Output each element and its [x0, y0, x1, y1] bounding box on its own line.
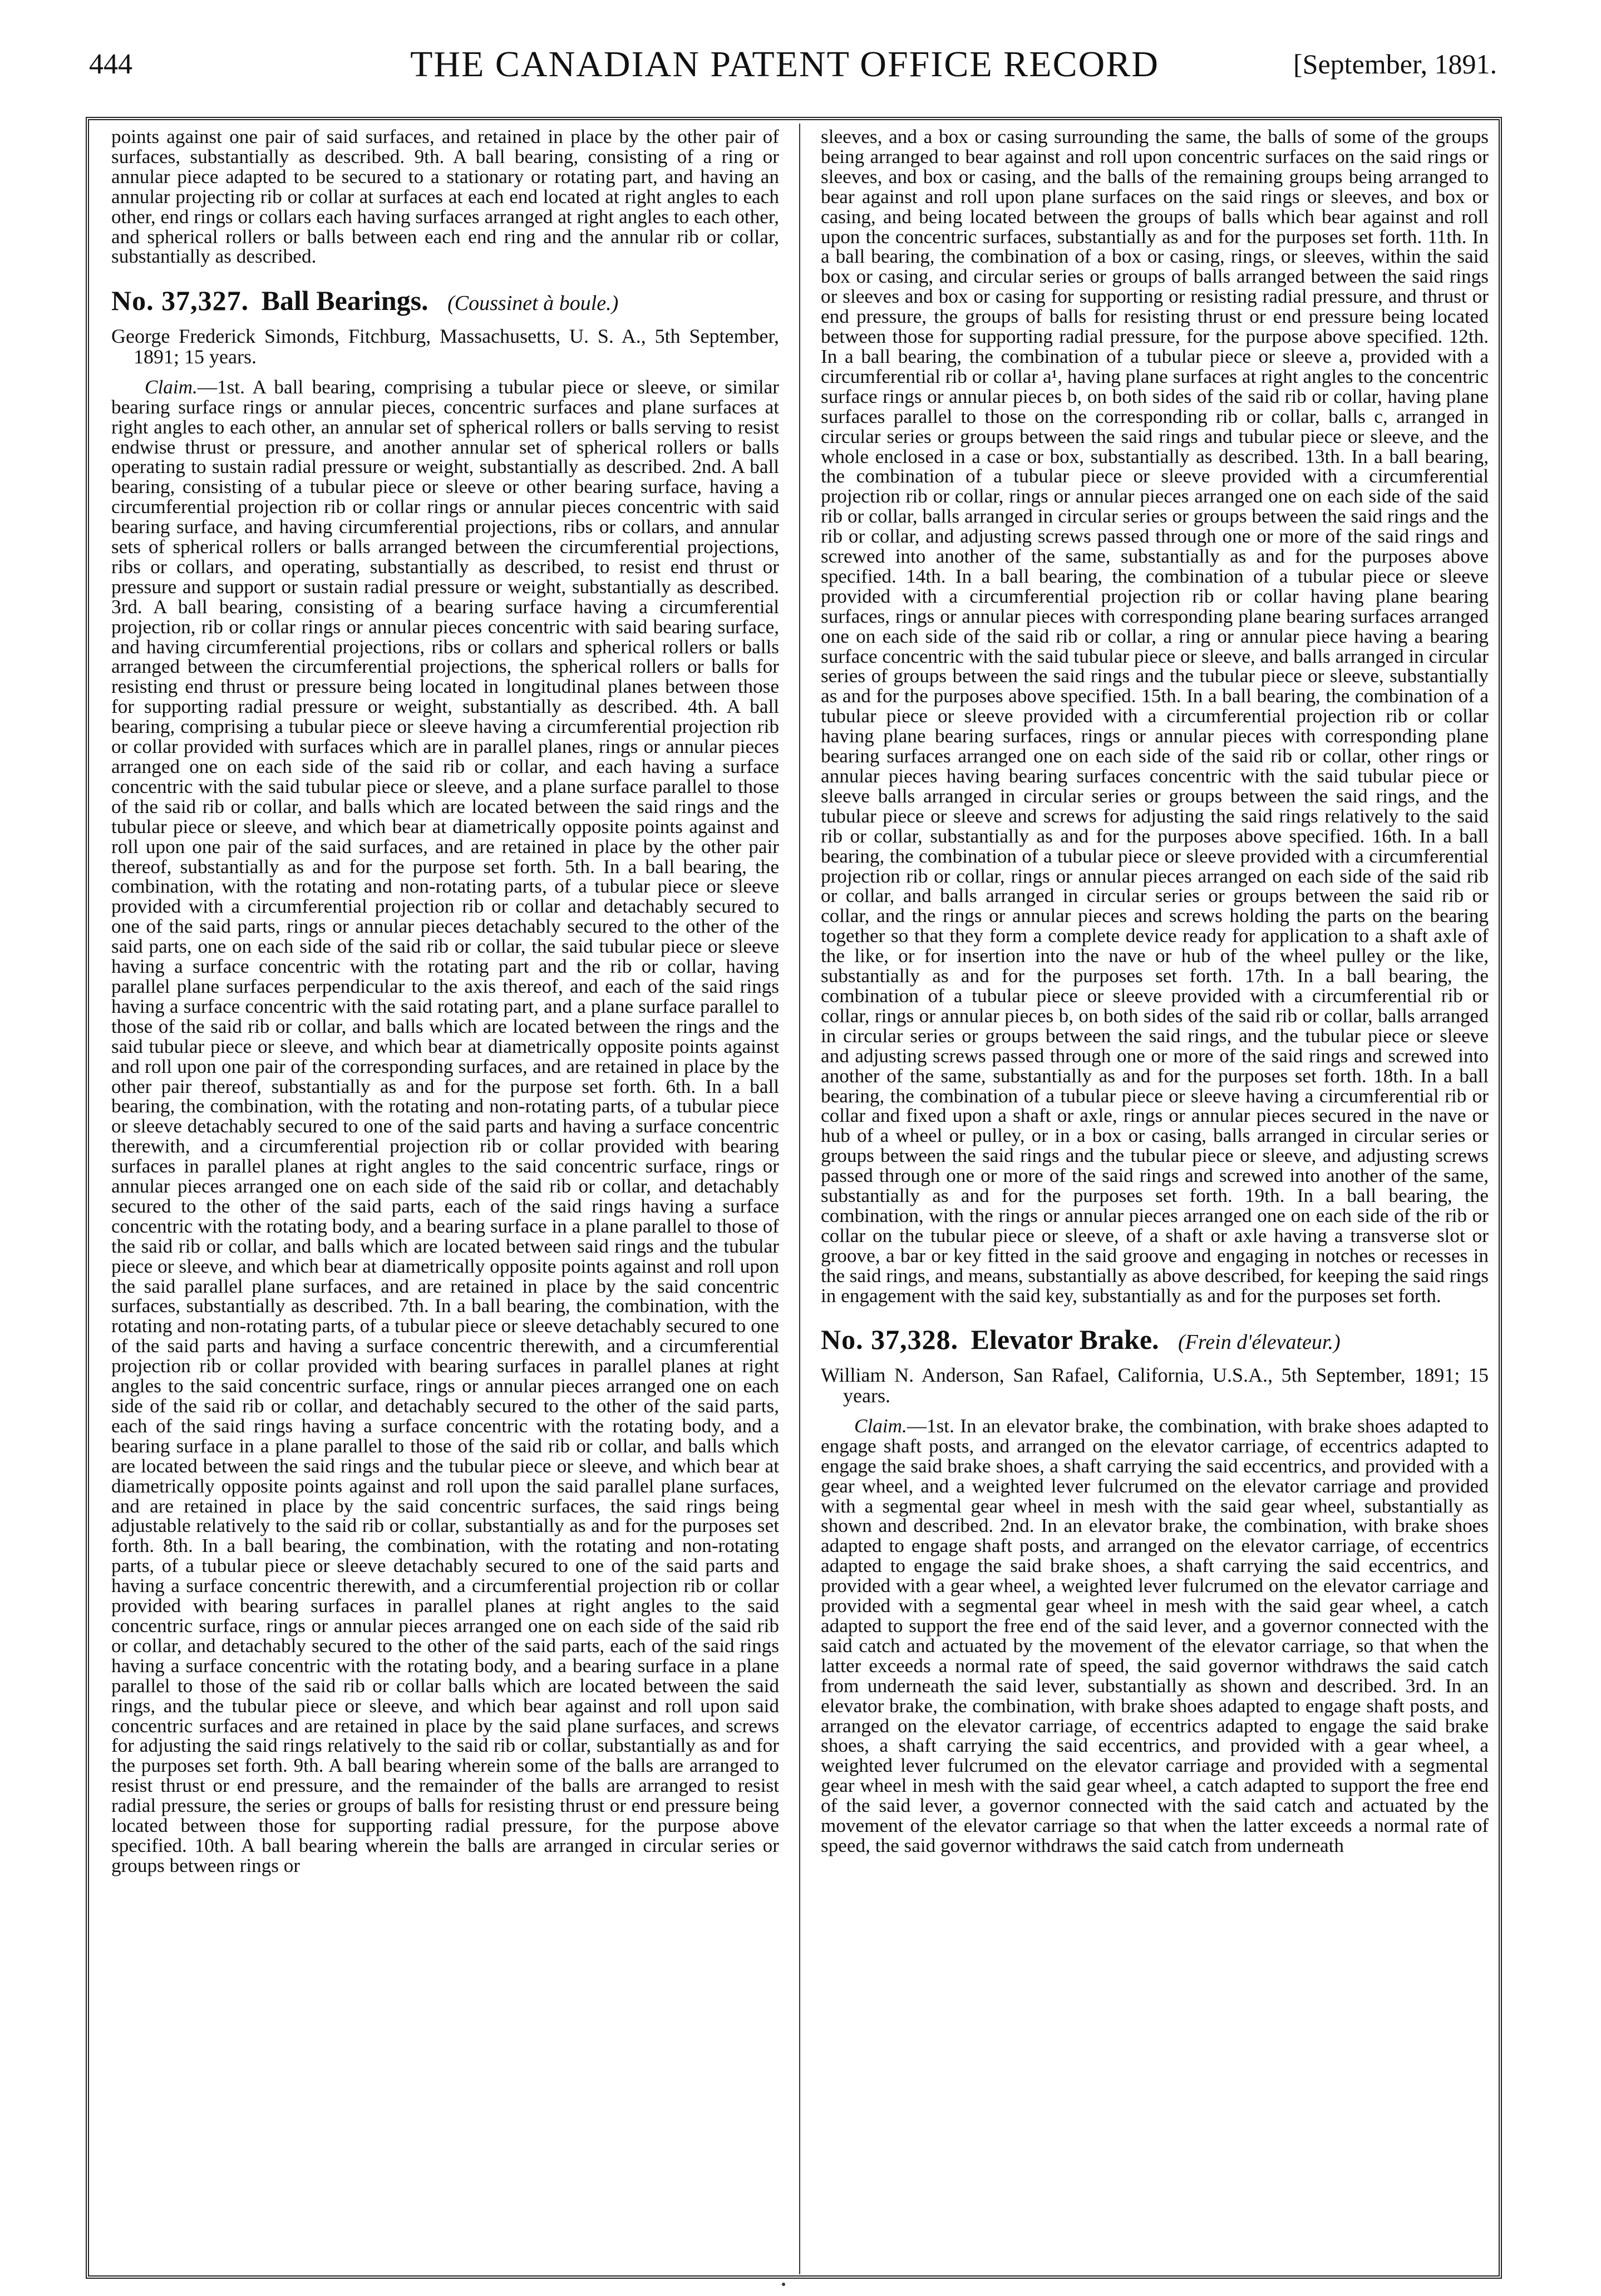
claims-paragraph — [111, 377, 779, 1876]
patent-heading-37328 — [821, 1324, 1489, 1355]
patent-number: No. 37,327. — [111, 285, 249, 317]
claim-label: Claim. — [145, 376, 198, 398]
claim-text: —1st. In an elevator brake, the combination, with brake shoes adapted to engage shaft posts, and arranged on the elevator carriage, of eccentrics adapted to engage the said brake shoes, a shaft carrying the said eccentrics, and provided with a gear wheel, and a weighted lever fulcrumed on the elevator carriage and provided with a segmental gear wheel in mesh with the said gear wheel, substantially as shown and described. 2nd. In an elevator brake, the combination, with brake shoes adapted to engage shaft posts, and arranged on the elevator carriage, of eccentrics adapted to engage the said brake shoes, a shaft carrying the said eccentrics, and provided with a gear wheel, a weighted lever fulcrumed on the elevator carriage and provided with a segmental gear wheel in mesh with the said gear wheel, a catch adapted to support the free end of the said lever, and a governor connected with the said catch and actuated by the movement of the elevator carriage, so that when the latter exceeds a normal rate of speed, the said governor withdraws the said catch from underneath the said lever, substantially as shown and described. 3rd. In an elevator brake, the combination, with brake shoes adapted to engage shaft posts, and arranged on the elevator carriage, of eccentrics adapted to engage the said brake shoes, a shaft carrying the said eccentrics, and provided with a gear wheel, a weighted lever fulcrumed on the elevator carriage and provided with a segmental gear wheel in mesh with the said gear wheel, a catch adapted to support the free end of the said lever, a governor connected with the said catch and actuated by the movement of the elevator carriage so that when the latter exceeds a normal rate of speed, the said governor withdraws the said catch from underneath — [821, 1415, 1489, 1856]
patent-number: No. 37,328. — [821, 1324, 959, 1356]
journal-title: THE CANADIAN PATENT OFFICE RECORD — [410, 44, 1159, 85]
patent-title: Elevator Brake. — [971, 1324, 1159, 1356]
continued-claims-text: sleeves, and a box or casing surrounding the same, the balls of some of the groups being arranged to bear against and roll upon concentric surfaces on the said rings or sleeves, and box or casing, and the balls of the remaining groups being arranged to bear against and roll upon plane surfaces on the said rings or sleeves, and box or casing, and being located between the groups of balls which bear against and roll upon the concentric surfaces, substantially as and for the purposes set forth. 11th. In a ball bearing, the combination of a box or casing, rings, or sleeves, within the said box or casing, and circular series or groups of balls arranged between the said rings or sleeves and box or casing for supporting or resisting radial pressure, and thrust or end pressure, the groups of balls for resisting thrust or end pressure being located between those for supporting radial pressure, for the purpose above specified. 12th. In a ball bearing, the combination of a tubular piece or sleeve a, provided with a circumferential rib or collar a¹, having plane surfaces at right angles to the concentric surface rings or annular pieces b, on both sides of the said rib or collar, having plane surfaces parallel to those on the corresponding rib or collar, balls c, arranged in circular series or groups between the said rings and tubular piece or sleeve, and the whole enclosed in a case or box, substantially as described. 13th. In a ball bearing, the combination of a tubular piece or sleeve provided with a circumferential projection rib or collar, rings or annular pieces arranged one on each side of the said rib or collar, balls arranged in circular series or groups between the said rings and the rib or collar, and adjusting screws passed through one or more of the said rings and screwed into another of the same, substantially as and for the purposes above specified. 14th. In a ball bearing, the combination of a tubular piece or sleeve provided with a circumferential projection rib or collar having plane bearing surfaces, rings or annular pieces with corresponding plane bearing surfaces arranged one on each side of the said rib or collar, a ring or annular piece having a bearing surface concentric with the said tubular piece or sleeve, and balls arranged in circular series of groups between the said rings and the tubular piece or sleeve, substantially as and for the purposes above specified. 15th. In a ball bearing, the combination of a tubular piece or sleeve provided with a circumferential projection rib or collar having plane bearing surfaces, rings or annular pieces with corresponding plane bearing surfaces arranged one on each side of the said rib or collar, other rings or annular pieces having bearing surfaces concentric with the said tubular piece or sleeve balls arranged in circular series or groups between the said rings, and the tubular piece or sleeve and screws for adjusting the said rings relatively to the said rib or collar, substantially as and for the purposes above specified. 16th. In a ball bearing, the combination of a tubular piece or sleeve provided with a circumferential projection rib or collar, rings or annular pieces arranged on each side of the said rib or collar, and balls arranged in circular series or groups between the said rib or collar, and the rings or annular pieces and screws holding the parts on the bearing together so that they form a complete device ready for application to a shaft axle of the like, or for insertion into the nave or hub of the wheel pulley or the like, substantially as and for the purposes set forth. 17th. In a ball bearing, the combination of a tubular piece or sleeve provided with a circumferential rib or collar, rings or annular pieces b, on both sides of the said rib or collar, balls arranged in circular series or groups between the said rings, and the tubular piece or sleeve and adjusting screws passed through one or more of the said rings and screwed into another of the same, substantially as and for the purposes set forth. 18th. In a ball bearing, the combination of a tubular piece or sleeve having a circumferential rib or collar and fixed upon a shaft or axle, rings or annular pieces secured in the nave or hub of a wheel or pulley, or in a box or casing, balls arranged in circular series or groups between the said rings and the tubular piece or sleeve, and adjusting screws passed through one or more of the said rings and screwed into another of the same, substantially as and for the purposes set forth. 19th. In a ball bearing, the combination, with the rings or annular pieces arranged one on each side of the rib or collar on the tubular piece or sleeve, of a shaft or axle having a transverse slot or groove, a bar or key fitted in the said groove and engaging in notches or recesses in the said rings, and means, substantially as above described, for keeping the said rings in engagement with the said key, substantially as and for the purposes set forth. — [821, 127, 1489, 1307]
patentee-info: William N. Anderson, San Rafael, California, U.S.A., 5th September, 1891; 15 years. — [821, 1364, 1489, 1407]
continued-claims-text: points against one pair of said surfaces, and retained in place by the other pair of surfaces, substantially as described. 9th. A ball bearing, consisting of a ring or annular piece adapted to be secured to a stationary or rotating part, and having an annular projecting rib or collar at surfaces at each end located at right angles to each other, end rings or collars each having surfaces arranged at right angles to each other, and spherical rollers or balls between each end ring and the annular rib or collar, substantially as described. — [111, 127, 779, 268]
right-column — [821, 127, 1489, 2253]
patent-title: Ball Bearings. — [261, 285, 428, 317]
left-column — [111, 127, 779, 2253]
patentee-info: George Frederick Simonds, Fitchburg, Massachusetts, U. S. A., 5th September, 1891; 15 years. — [111, 325, 779, 368]
patent-french-title: (Coussinet à boule.) — [447, 292, 619, 316]
patent-french-title: (Frein d'élevateur.) — [1178, 1331, 1341, 1354]
claim-text: —1st. A ball bearing, comprising a tubular piece or sleeve, or similar bearing surface rings or annular pieces, concentric surfaces and plane surfaces at right angles to each other, an annular set of spherical rollers or balls serving to resist endwise thrust or pressure, and another annular set of spherical rollers or balls operating to sustain radial pressure or weight, substantially as described. 2nd. A ball bearing, consisting of a tubular piece or sleeve or other bearing surface, having a circumferential projection rib or collar rings or annular pieces concentric with said bearing surface, and having circumferential projections, ribs or collars, and annular sets of spherical rollers or balls arranged between the circumferential projections, ribs or collars, and operating, substantially as described, to resist end thrust or pressure and support or sustain radial pressure or weight, substantially as described. 3rd. A ball bearing, consisting of a bearing surface having a circumferential projection, rib or collar rings or annular pieces concentric with said bearing surface, and having circumferential projections, ribs or collars and spherical rollers or balls arranged between the circumferential projections, the spherical rollers or balls for resisting end thrust or pressure being located in longitudinal planes between those for supporting radial pressure or weight, substantially as described. 4th. A ball bearing, comprising a tubular piece or sleeve having a circumferential projection rib or collar provided with surfaces which are in parallel planes, rings or annular pieces arranged one on each side of the said rib or collar, and each having a surface concentric with the said tubular piece or sleeve, and a plane surface parallel to those of the said rib or collar, and balls which are located between the said rings and the tubular piece or sleeve, and which bear at diametrically opposite points against and roll upon one pair of the said surfaces, and are retained in place by the other pair thereof, substantially as and for the purpose set forth. 5th. In a ball bearing, the combination, with the rotating and non-rotating parts, of a tubular piece or sleeve provided with a circumferential projection rib or collar and detachably secured to one of the said parts, rings or annular pieces detachably secured to the other of the said parts, one on each side of the said rib or collar, the said tubular piece or sleeve having a surface concentric with the rotating part and the rib or collar, having parallel plane surfaces perpendicular to the axis thereof, and each of the said rings having a surface concentric with the said rotating part, and a plane surface parallel to those of the said rib or collar, and balls which are located between the rings and the said tubular piece or sleeve, and which bear at diametrically opposite points against and roll upon one pair of the corresponding surfaces, and are retained in place by the other pair thereof, substantially as and for the purpose set forth. 6th. In a ball bearing, the combination, with the rotating and non-rotating parts, of a tubular piece or sleeve detachably secured to one of the said parts and having a surface concentric therewith, and a circumferential projection rib or collar provided with bearing surfaces in parallel planes at right angles to the said concentric surface, rings or annular pieces arranged one on each side of the said rib or collar, and detachably secured to the other of the said parts, each of the said rings having a surface concentric with the rotating body, and a bearing surface in a plane parallel to those of the said rib or collar, and balls which are located between said rings and the tubular piece or sleeve, and which bear at diametrically opposite points against and roll upon the said parallel plane surfaces, and are retained in place by the said concentric surfaces, substantially as described. 7th. In a ball bearing, the combination, with the rotating and non-rotating parts, of a tubular piece or sleeve detachably secured to one of the said parts and having a surface concentric therewith, and a circumferential projection rib or collar provided with bearing surfaces in parallel planes at right angles to the said concentric surface, rings or annular pieces arranged one on each side of the said rib or collar, and detachably secured to the other of the said parts, each of the said rings having a surface concentric with the rotating body, and a bearing surface in a plane parallel to those of the said rib or collar, and balls which are located between the said rings and the tubular piece or sleeve, and which bear at diametrically opposite points against and roll upon the said parallel plane surfaces, and are retained in place by the said concentric surfaces, the said rings being adjustable relatively to the said rib or collar, substantially as and for the purposes set forth. 8th. In a ball bearing, the combination, with the rotating and non-rotating parts, of a tubular piece or sleeve detachably secured to one of the said parts and having a surface concentric therewith, and a circumferential projection rib or collar provided with bearing surfaces in parallel planes at right angles to the said concentric surface, rings or annular pieces arranged one on each side of the said rib or collar, and detachably secured to the other of the said parts, each of the said rings having a surface concentric with the rotating body, and a bearing surface in a plane parallel to those of the said rib or collar balls which are located between the said rings, and the tubular piece or sleeve, and which bear against and roll upon said concentric surfaces and are retained in place by the said plane surfaces, and screws for adjusting the said rings relatively to the said rib or collar, substantially as and for the purposes set forth. 9th. A ball bearing wherein some of the balls are arranged to resist thrust or end pressure, and the remainder of the balls are arranged to resist radial pressure, the series or groups of balls for resisting thrust or end pressure being located between those for supporting radial pressure, for the purpose above specified. 10th. A ball bearing wherein the balls are arranged in circular series or groups between rings or — [111, 376, 779, 1876]
column-divider — [799, 124, 800, 2274]
page-header — [72, 32, 1497, 93]
patent-heading-37327 — [111, 285, 779, 316]
claims-paragraph — [821, 1416, 1489, 1856]
page-bottom-mark — [782, 2283, 785, 2286]
claim-label: Claim. — [854, 1415, 907, 1437]
issue-date: [September, 1891. — [1293, 48, 1497, 80]
page-number: 444 — [89, 48, 132, 80]
